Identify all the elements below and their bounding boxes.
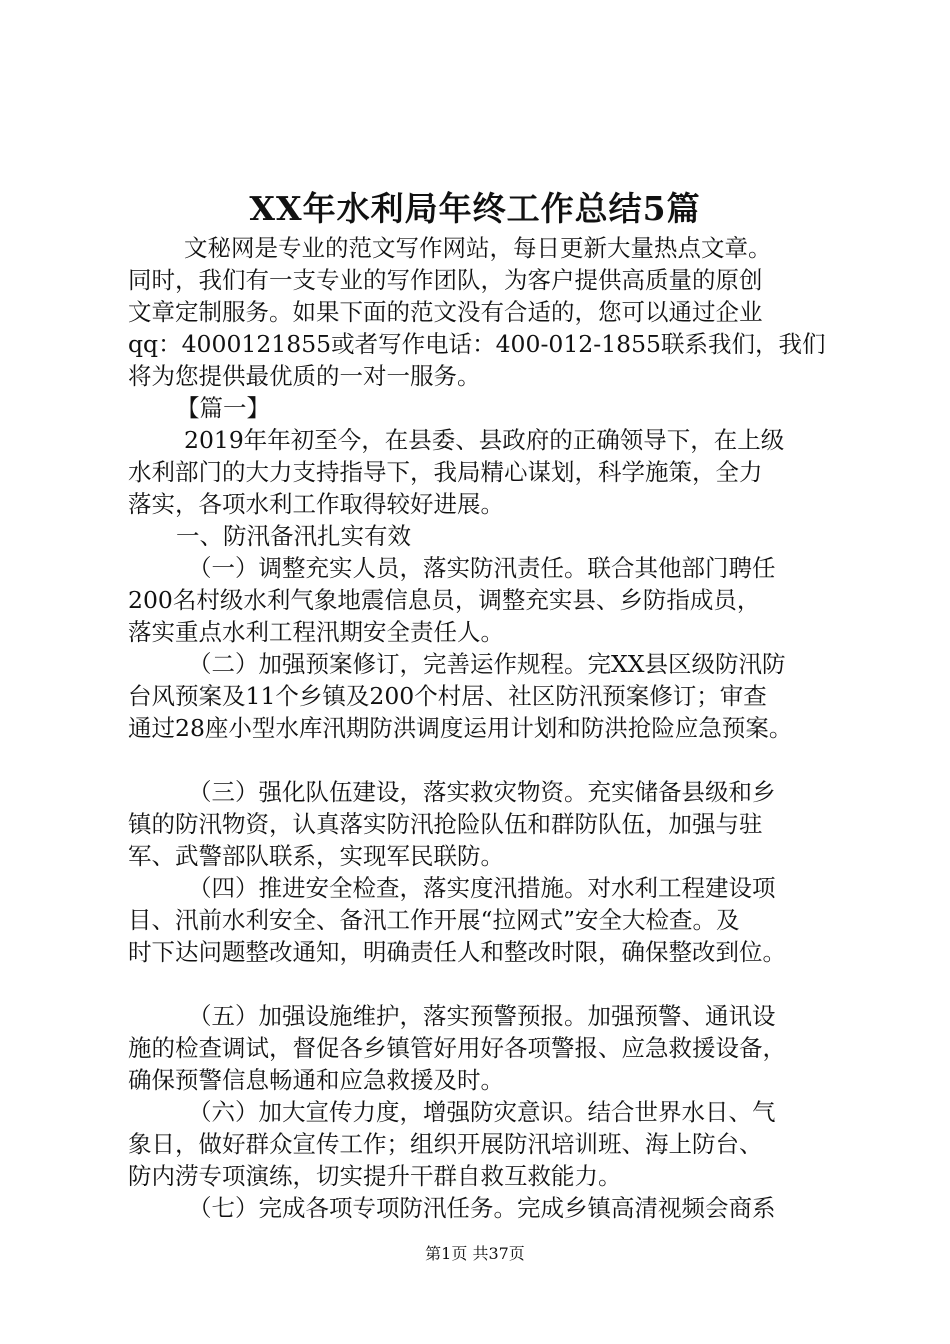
intro-line: 同时，我们有一支专业的写作团队，为客户提供高质量的原创: [128, 266, 763, 294]
paragraph-line: 时下达问题整改通知，明确责任人和整改时限，确保整改到位。: [128, 938, 786, 966]
intro-line: 文秘网是专业的范文写作网站，每日更新大量热点文章。: [184, 234, 772, 262]
document-title: XX年水利局年终工作总结5篇: [249, 189, 701, 228]
paragraph-line: （二）加强预案修订，完善运作规程。完XX县区级防汛防: [188, 650, 786, 678]
paragraph-line: 施的检查调试，督促各乡镇管好用好各项警报、应急救援设备，: [128, 1034, 786, 1062]
paragraph-line: （五）加强设施维护，落实预警预报。加强预警、通讯设: [188, 1002, 776, 1030]
paragraph-line: （一）调整充实人员，落实防汛责任。联合其他部门聘任: [188, 554, 776, 582]
paragraph-line: 防内涝专项演练，切实提升干群自救互救能力。: [128, 1162, 622, 1190]
paragraph-line: 镇的防汛物资，认真落实防汛抢险队伍和群防队伍，加强与驻: [128, 810, 763, 838]
paragraph-line: 确保预警信息畅通和应急救援及时。: [128, 1066, 504, 1094]
section-heading: 【篇一】: [176, 394, 270, 422]
paragraph-gap: [128, 968, 840, 1000]
paragraph-line: 2019年年初至今，在县委、县政府的正确领导下，在上级: [184, 426, 785, 454]
paragraph-line: 通过28座小型水库汛期防洪调度运用计划和防洪抢险应急预案。: [128, 714, 793, 742]
paragraph-line: 象日，做好群众宣传工作；组织开展防汛培训班、海上防台、: [128, 1130, 763, 1158]
paragraph-line: 台风预案及11个乡镇及200个村居、社区防汛预案修订；审查: [128, 682, 767, 710]
paragraph-line: 军、武警部队联系，实现军民联防。: [128, 842, 504, 870]
paragraph-line: 落实重点水利工程汛期安全责任人。: [128, 618, 504, 646]
paragraph-line: 200名村级水利气象地震信息员，调整充实县、乡防指成员，: [128, 586, 761, 614]
intro-line: 将为您提供最优质的一对一服务。: [128, 362, 481, 390]
intro-line: 文章定制服务。如果下面的范文没有合适的，您可以通过企业: [128, 298, 763, 326]
subsection-heading: 一、防汛备汛扎实有效: [176, 522, 411, 550]
document-body: [128, 232, 840, 1224]
intro-line: qq：4000121855或者写作电话：400-012-1855联系我们，我们: [128, 330, 826, 358]
paragraph-line: 水利部门的大力支持指导下，我局精心谋划，科学施策，全力: [128, 458, 763, 486]
paragraph-line: （四）推进安全检查，落实度汛措施。对水利工程建设项: [188, 874, 776, 902]
paragraph-gap: [128, 744, 840, 776]
paragraph-line: 落实，各项水利工作取得较好进展。: [128, 490, 504, 518]
paragraph-line: （七）完成各项专项防汛任务。完成乡镇高清视频会商系: [188, 1194, 776, 1222]
paragraph-line: （三）强化队伍建设，落实救灾物资。充实储备县级和乡: [188, 778, 776, 806]
paragraph-line: （六）加大宣传力度，增强防灾意识。结合世界水日、气: [188, 1098, 776, 1126]
paragraph-line: 目、汛前水利安全、备汛工作开展“拉网式”安全大检查。及: [128, 906, 740, 934]
page-number-footer: 第1页 共37页: [425, 1244, 525, 1263]
